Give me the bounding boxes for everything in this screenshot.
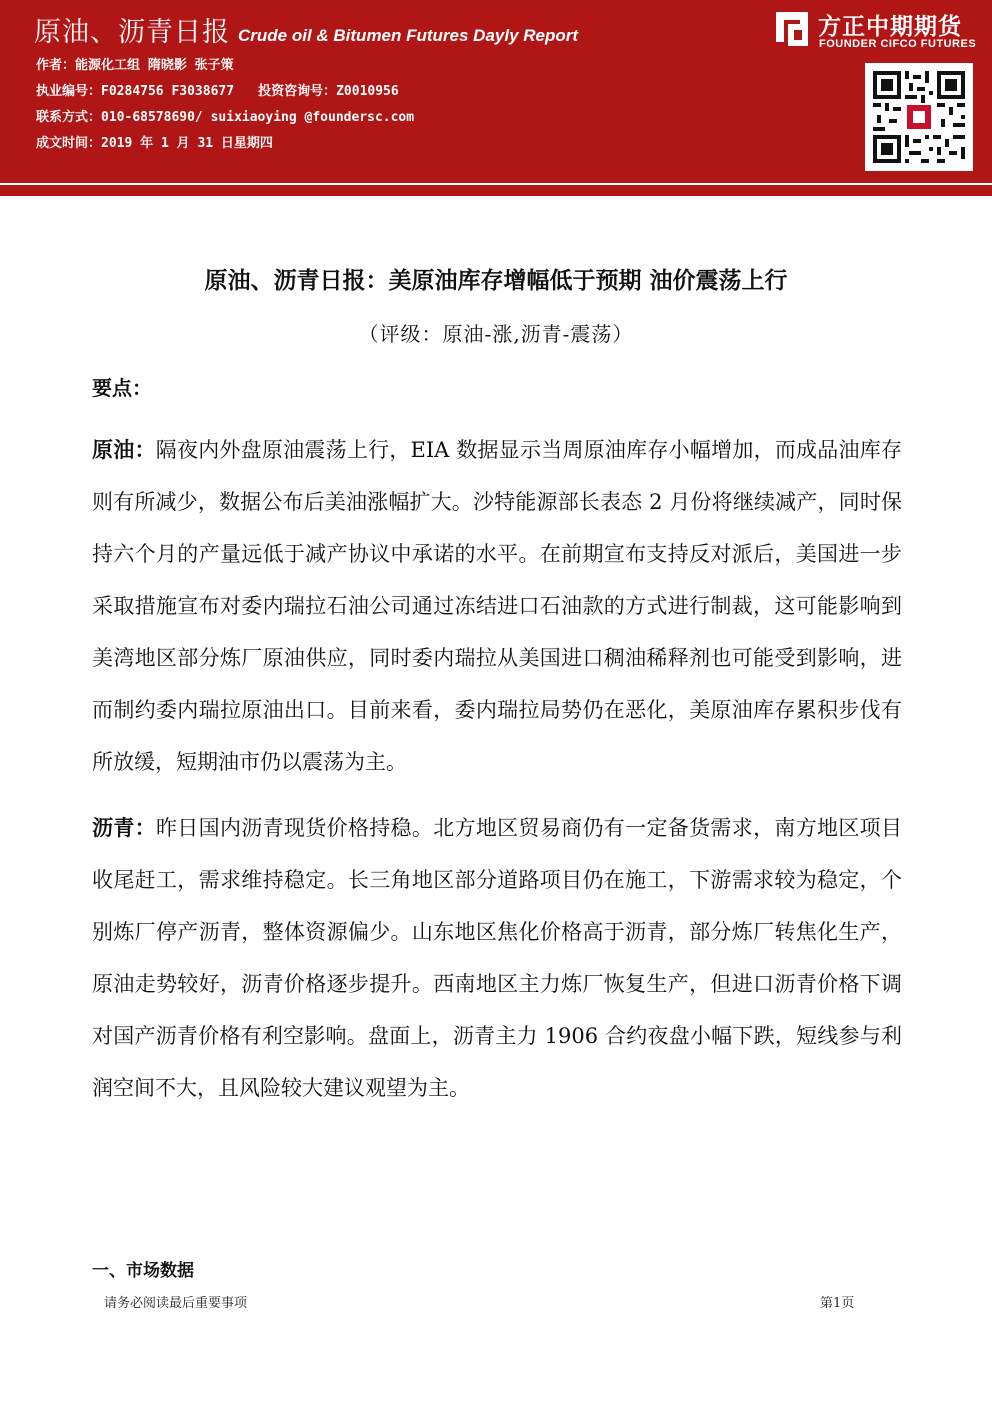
founder-logo-icon	[772, 8, 812, 50]
document-title: 原油、沥青日报：美原油库存增幅低于预期 油价震荡上行	[204, 268, 788, 294]
meta-contact: 联系方式：010-68578690/ suixiaoying @foundersc.com	[36, 110, 415, 125]
brand	[772, 8, 984, 54]
qr-code-icon	[865, 63, 973, 171]
report-title-cn: 原油、沥青日报	[34, 17, 230, 48]
meta-license: 执业编号：F0284756 F3038677 投资咨询号：Z0010956	[36, 84, 399, 99]
crude-oil-paragraph	[92, 424, 902, 788]
meta-date: 成文时间：2019 年 1 月 31 日星期四	[36, 136, 273, 151]
brand-name-en: FOUNDER CIFCO FUTURES	[819, 38, 977, 50]
bitumen-paragraph	[92, 802, 902, 1114]
crude-oil-lead: 原油：	[92, 438, 156, 462]
brand-name-cn: 方正中期期货	[818, 14, 962, 40]
footer-page-number: 第1页	[820, 1296, 855, 1311]
header-rule	[0, 185, 992, 196]
report-meta	[36, 56, 756, 160]
bitumen-text: 昨日国内沥青现货价格持稳。北方地区贸易商仍有一定备货需求，南方地区项目收尾赶工，需求维持稳定。长三角地区部分道路项目仍在施工，下游需求较为稳定，个别炼厂停产沥青，整体资源偏少。山东地区焦化价格高于沥青，部分炼厂转焦化生产，原油走势较好，沥青价格逐步提升。西南地区主力炼厂恢复生产，但进口沥青价格下调对国产沥青价格有利空影响。盘面上，沥青主力 1906 合约夜盘小幅下跌，短线参与利润空间不大，且风险较大建议观望为主。	[92, 816, 903, 1100]
crude-oil-text: 隔夜内外盘原油震荡上行，EIA 数据显示当周原油库存小幅增加，而成品油库存则有所减少，数据公布后美油涨幅扩大。沙特能源部长表态 2 月份将继续减产，同时保持六个月的产量远低于减产协议中承诺的水平。在前期宣布支持反对派后，美国进一步采取措施宣布对委内瑞拉石油公司通过冻结进口石油款的方式进行制裁，这可能影响到美湾地区部分炼厂原油供应，同时委内瑞拉从美国进口稠油稀释剂也可能受到影响，进而制约委内瑞拉原油出口。目前来看，委内瑞拉局势仍在恶化，美原油库存累积步伐有所放缓，短期油市仍以震荡为主。	[92, 438, 903, 774]
report-title-en: Crude oil & Bitumen Futures Dayly Report	[238, 26, 579, 45]
footer-disclaimer-note: 请务必阅读最后重要事项	[104, 1296, 248, 1311]
report-title-bar	[34, 10, 578, 46]
qr-code	[865, 63, 973, 171]
report-header	[0, 0, 992, 183]
keypoints-heading: 要点：	[92, 376, 152, 400]
section-heading-market-data: 一、市场数据	[92, 1261, 194, 1281]
document-rating: （评级：原油-涨,沥青-震荡）	[358, 322, 634, 346]
bitumen-lead: 沥青：	[92, 816, 156, 840]
meta-authors: 作者：能源化工组 隋晓影 张子策	[36, 58, 234, 73]
